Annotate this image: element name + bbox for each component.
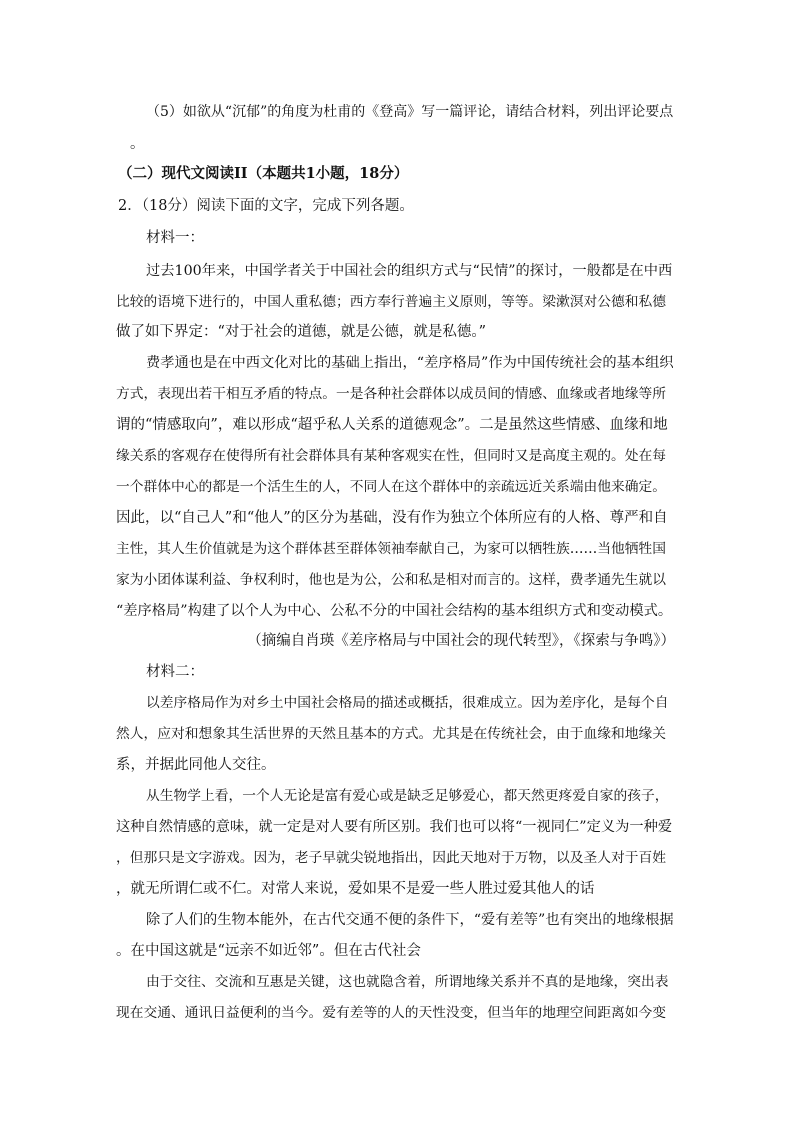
material-1-label: 材料一：	[146, 230, 204, 246]
material-1-source: （摘编自肖瑛《差序格局与中国社会的现代转型》，《探索与争鸣》）	[247, 633, 675, 649]
material-1-p1-line: 过去100年来，中国学者关于中国社会的组织方式与“民情”的探讨，一般都是在中西	[146, 263, 673, 279]
material-2-p3-line: 。在中国这就是“远亲不如近邻”。但在古代社会	[116, 943, 421, 959]
material-2-p1-line: 以差序格局作为对乡土中国社会格局的描述或概括，很难成立。因为差序化，是每个自	[146, 695, 669, 711]
material-2-p2-line: 从生物学上看，一个人无论是富有爱心或是缺乏足够爱心，都天然更疼爱自家的孩子，	[146, 788, 669, 804]
material-1-p1-line: 比较的语境下进行的，中国人重私德；西方奉行普遍主义原则，等等。梁漱溟对公德和私德	[116, 294, 667, 310]
material-1-p2-line: 主性，其人生价值就是为这个群体甚至群体领袖奉献自己，为家可以牺牲族……当他牺牲国	[116, 541, 667, 557]
material-2-p4-line: 现在交通、通讯日益便利的当今。爱有差等的人的天性没变，但当年的地理空间距离如今变	[116, 1005, 667, 1021]
material-2-p2-line: 这种自然情感的意味，就一定是对人要有所区别。我们也可以将“一视同仁”定义为一种爱	[116, 819, 673, 835]
material-2-p1-line: 系，并据此同他人交往。	[116, 757, 276, 773]
material-1-p1-line: 做了如下界定：“对于社会的道德，就是公德，就是私德。”	[116, 324, 487, 340]
question-5-line-1: （5）如欲从“沉郁”的角度为杜甫的《登高》写一篇评论，请结合材料，列出评论要点	[146, 104, 674, 120]
material-1-p2-line: 谓的“情感取向”，难以形成“超乎私人关系的道德观念”。二是虽然这些情感、血缘和地	[116, 417, 668, 433]
material-1-p2-line: “差序格局”构建了以个人为中心、公私不分的中国社会结构的基本组织方式和变动模式。	[116, 603, 673, 619]
material-2-p1-line: 然人，应对和想象其生活世界的天然且基本的方式。尤其是在传统社会，由于血缘和地缘关	[116, 726, 667, 742]
question-5-line-2: 。	[130, 136, 145, 152]
material-1-p2-line: 一个群体中心的都是一个活生生的人，不同人在这个群体中的亲疏远近关系端由他来确定。	[116, 479, 667, 495]
material-1-p2-line: 家为小团体谋利益、争权利时，他也是为公，公和私是相对而言的。这样，费孝通先生就以	[116, 572, 667, 588]
section-heading: （二）现代文阅读II（本题共1小题，18分）	[118, 165, 409, 182]
material-1-p2-line: 缘关系的客观存在使得所有社会群体具有某种客观实在性，但同时又是高度主观的。处在每	[116, 448, 667, 464]
material-2-p4-line: 由于交往、交流和互惠是关键，这也就隐含着，所谓地缘关系并不真的是地缘，突出表	[146, 974, 669, 990]
material-2-p2-line: ，但那只是文字游戏。因为，老子早就尖锐地指出，因此天地对于万物，以及圣人对于百姓	[116, 850, 667, 866]
question-intro: 2．（18分）阅读下面的文字，完成下列各题。	[118, 198, 414, 214]
material-1-p2-line: 因此，以“自己人”和“他人”的区分为基础，没有作为独立个体所应有的人格、尊严和自	[116, 510, 668, 526]
material-2-label: 材料二：	[146, 664, 204, 680]
material-2-p2-line: ，就无所谓仁或不仁。对常人来说，爱如果不是爱一些人胜过爱其他人的话	[116, 881, 595, 897]
material-1-p2-line: 方式，表现出若干相互矛盾的特点。一是各种社会群体以成员间的情感、血缘或者地缘等所	[116, 386, 667, 402]
material-2-p3-line: 除了人们的生物本能外，在古代交通不便的条件下，“爱有差等”也有突出的地缘根据	[146, 912, 674, 928]
material-1-p2-line: 费孝通也是在中西文化对比的基础上指出，“差序格局”作为中国传统社会的基本组织	[146, 355, 674, 371]
